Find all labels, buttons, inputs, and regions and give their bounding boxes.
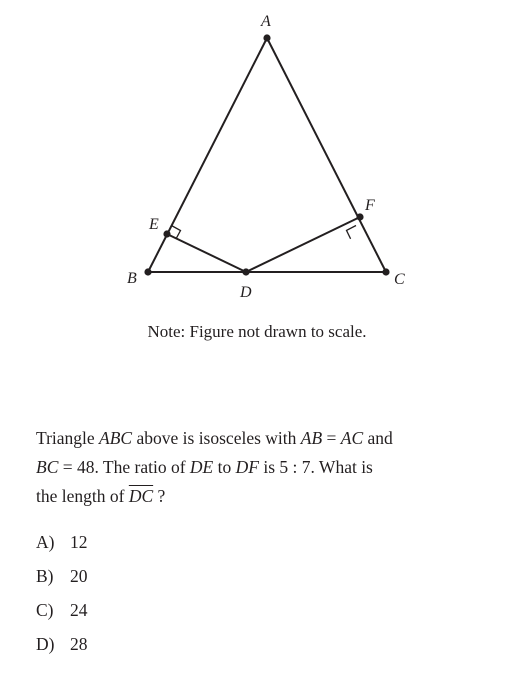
figure-note: Note: Figure not drawn to scale.: [147, 322, 367, 341]
right-angle-mark-f: [347, 226, 357, 239]
question-text-part: = 48. The ratio of: [58, 457, 190, 477]
question-text-part: above is isosceles with: [132, 428, 301, 448]
choice-a[interactable]: [36, 525, 88, 559]
question-text-part: to: [213, 457, 236, 477]
label-f: F: [365, 197, 375, 214]
choice-value: 20: [70, 566, 88, 586]
choice-letter: B): [36, 566, 54, 586]
question-text-part: ?: [153, 486, 166, 506]
choice-value: 24: [70, 600, 88, 620]
segment-de-label: DE: [189, 457, 214, 477]
segment-ab-label: AB: [300, 428, 323, 448]
segment-ac-label: AC: [340, 428, 364, 448]
segment-de: [167, 234, 246, 272]
point-f: [356, 213, 363, 220]
label-c: C: [394, 271, 405, 288]
triangle-abc: ABC: [99, 428, 133, 448]
choice-b[interactable]: [36, 559, 88, 593]
question-text-part: is 5 : 7. What is: [258, 457, 373, 477]
choice-c[interactable]: [36, 593, 88, 627]
point-b: [144, 268, 151, 275]
label-b: B: [127, 270, 137, 287]
choice-value: 28: [70, 634, 88, 654]
segment-df: [246, 217, 360, 272]
choice-value: 12: [70, 532, 88, 552]
segment-bc-label: BC: [36, 457, 59, 477]
question-text-part: and: [363, 428, 393, 448]
question-text: [36, 424, 506, 511]
triangle-figure: [0, 0, 514, 310]
segment-df-label: DF: [235, 457, 259, 477]
segment-ac: [267, 38, 386, 272]
choice-letter: C): [36, 600, 54, 620]
answer-choices: [36, 525, 88, 661]
question-text-part: Triangle: [36, 428, 100, 448]
point-a: [263, 34, 270, 41]
segment-dc-label: $\overline{DC}$: [128, 486, 154, 506]
label-e: E: [149, 216, 159, 233]
label-d: D: [240, 284, 252, 301]
point-e: [163, 230, 170, 237]
choice-letter: D): [36, 634, 55, 654]
label-a: A: [261, 13, 271, 30]
point-d: [242, 268, 249, 275]
choice-d[interactable]: [36, 627, 88, 661]
question-text-part: the length of: [36, 486, 129, 506]
point-c: [382, 268, 389, 275]
equals-sign: =: [322, 428, 341, 448]
choice-letter: A): [36, 532, 55, 552]
